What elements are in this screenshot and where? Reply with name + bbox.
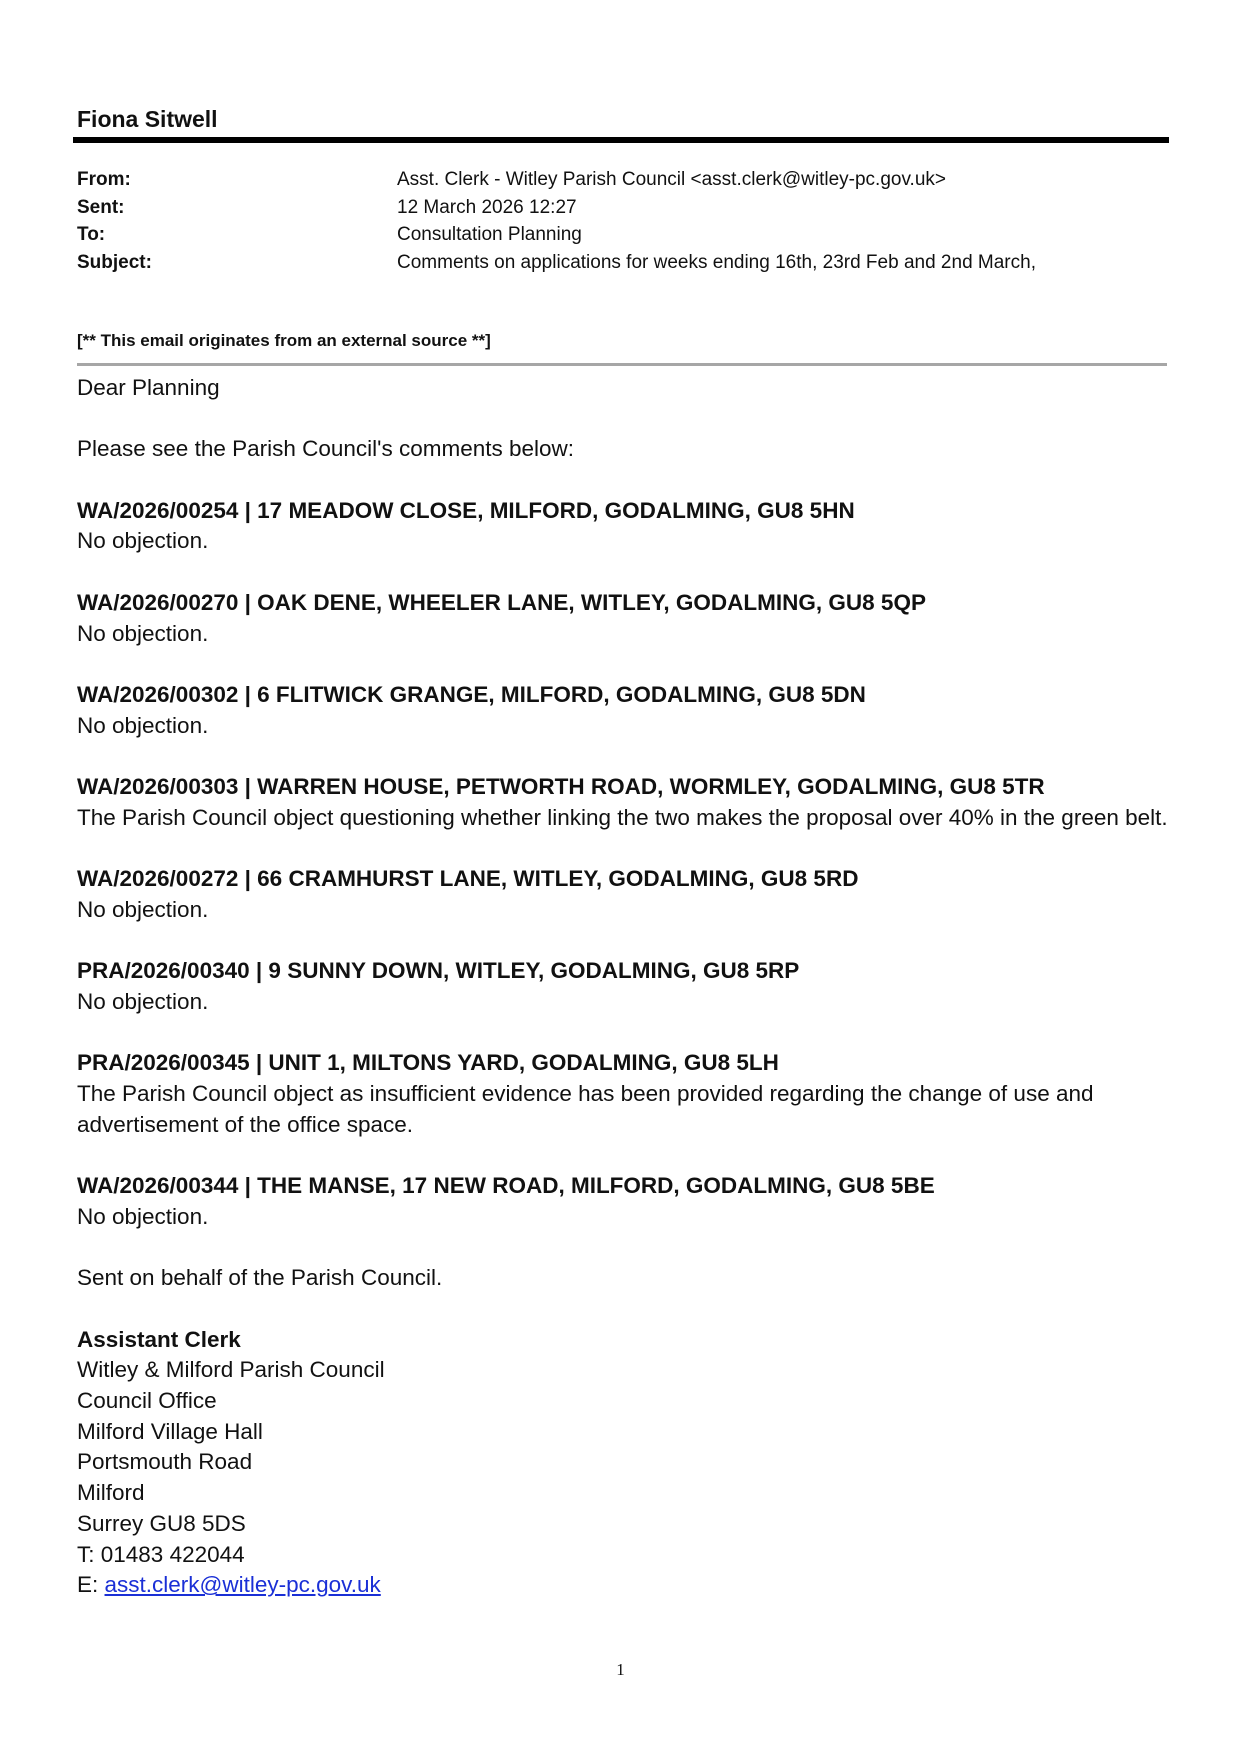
application-item bbox=[77, 772, 1177, 833]
signature-email-line bbox=[77, 1570, 1177, 1601]
from-value: Asst. Clerk - Witley Parish Council <asst.clerk@witley-pc.gov.uk> bbox=[397, 169, 946, 190]
closing-text: Sent on behalf of the Parish Council. bbox=[77, 1265, 443, 1291]
application-item bbox=[77, 680, 1177, 741]
signature-phone: T: 01483 422044 bbox=[77, 1541, 245, 1567]
application-title: WA/2026/00270 | OAK DENE, WHEELER LANE, WITLEY, GODALMING, GU8 5QP bbox=[77, 589, 926, 615]
application-comment: No objection. bbox=[77, 1203, 209, 1229]
application-title: WA/2026/00254 | 17 MEADOW CLOSE, MILFORD, GODALMING, GU8 5HN bbox=[77, 497, 855, 523]
sent-label: Sent: bbox=[77, 196, 125, 218]
signature-title: Assistant Clerk bbox=[77, 1326, 241, 1352]
signature-line: Surrey GU8 5DS bbox=[77, 1510, 246, 1536]
external-source-notice: [** This email originates from an external source **] bbox=[77, 331, 491, 350]
application-comment: No objection. bbox=[77, 712, 209, 738]
application-comment: No objection. bbox=[77, 620, 209, 646]
to-value: Consultation Planning bbox=[397, 224, 582, 245]
application-item bbox=[77, 588, 1177, 649]
signature-line: Portsmouth Road bbox=[77, 1449, 253, 1475]
header-row-to bbox=[77, 221, 1157, 249]
to-label: To: bbox=[77, 224, 106, 245]
subject-label: Subject: bbox=[77, 251, 152, 273]
signature-block bbox=[77, 1325, 1177, 1601]
application-title: WA/2026/00303 | WARREN HOUSE, PETWORTH ROAD, WORMLEY, GODALMING, GU8 5TR bbox=[77, 774, 1045, 800]
signature-line: Witley & Milford Parish Council bbox=[77, 1357, 385, 1383]
application-comment: The Parish Council object questioning whether linking the two makes the proposal over 40% in the green belt. bbox=[77, 804, 1168, 830]
application-item bbox=[77, 956, 1177, 1017]
signature-line: Council Office bbox=[77, 1388, 217, 1414]
application-title: WA/2026/00344 | THE MANSE, 17 NEW ROAD, MILFORD, GODALMING, GU8 5BE bbox=[77, 1173, 935, 1199]
mailbox-owner-name: Fiona Sitwell bbox=[77, 106, 218, 132]
signature-line: Milford bbox=[77, 1480, 145, 1506]
header-row-from bbox=[77, 166, 1157, 194]
application-comment: No objection. bbox=[77, 988, 209, 1014]
header-divider-thick bbox=[73, 137, 1169, 143]
application-item bbox=[77, 1048, 1177, 1140]
intro-text: Please see the Parish Council's comments below: bbox=[77, 436, 575, 462]
application-comment: The Parish Council object as insufficient evidence has been provided regarding the change of use and advertisement of the office space. bbox=[77, 1081, 1094, 1137]
sent-value: 12 March 2026 12:27 bbox=[397, 196, 577, 218]
application-item bbox=[77, 496, 1177, 557]
subject-value: Comments on applications for weeks ending 16th, 23rd Feb and 2nd March, bbox=[397, 251, 1036, 273]
signature-line: Milford Village Hall bbox=[77, 1418, 263, 1444]
application-title: PRA/2026/00345 | UNIT 1, MILTONS YARD, GODALMING, GU8 5LH bbox=[77, 1050, 779, 1076]
body-divider bbox=[77, 363, 1167, 366]
from-label: From: bbox=[77, 169, 131, 190]
email-prefix: E: bbox=[77, 1572, 105, 1598]
application-title: PRA/2026/00340 | 9 SUNNY DOWN, WITLEY, GODALMING, GU8 5RP bbox=[77, 958, 800, 984]
header-row-sent bbox=[77, 194, 1157, 222]
application-comment: No objection. bbox=[77, 896, 209, 922]
application-item bbox=[77, 1171, 1177, 1232]
application-comment: No objection. bbox=[77, 528, 209, 554]
email-header bbox=[77, 166, 1157, 276]
application-title: WA/2026/00272 | 66 CRAMHURST LANE, WITLEY, GODALMING, GU8 5RD bbox=[77, 866, 859, 892]
header-row-subject bbox=[77, 249, 1157, 277]
application-item bbox=[77, 864, 1177, 925]
signature-email-link[interactable]: asst.clerk@witley-pc.gov.uk bbox=[104, 1572, 381, 1598]
page-number: 1 bbox=[616, 1660, 625, 1679]
email-body bbox=[77, 373, 1177, 1601]
application-title: WA/2026/00302 | 6 FLITWICK GRANGE, MILFORD, GODALMING, GU8 5DN bbox=[77, 681, 866, 707]
greeting: Dear Planning bbox=[77, 375, 220, 400]
